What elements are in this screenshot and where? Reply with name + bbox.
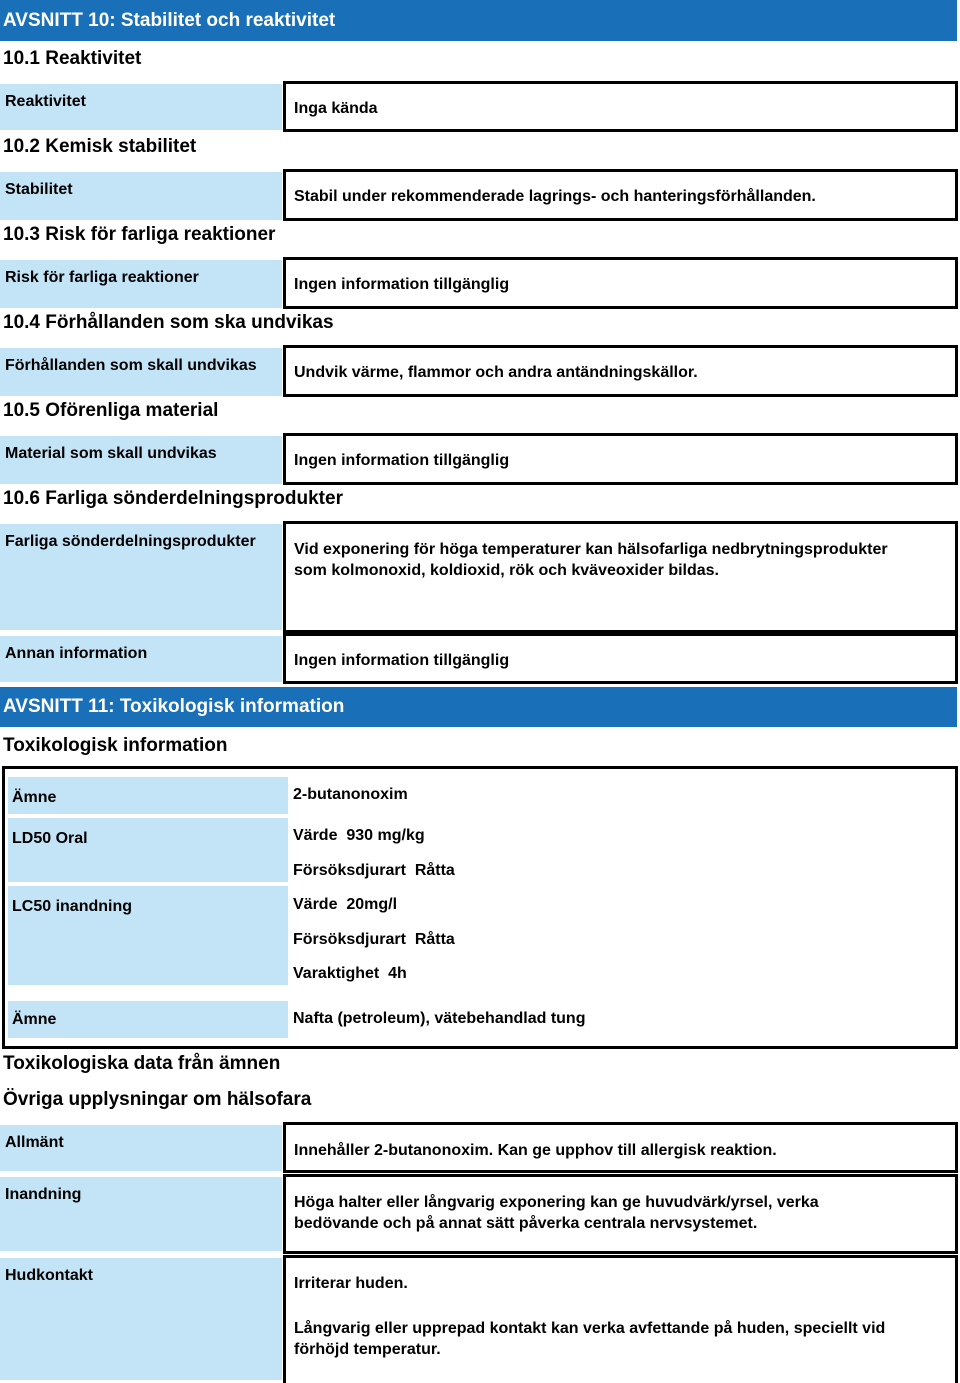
heading-10-2: 10.2 Kemisk stabilitet: [3, 136, 197, 157]
value-box-decomposition-products: [283, 521, 958, 633]
tox-info-heading: Toxikologisk information: [3, 735, 228, 756]
lc50-value-key: Värde: [293, 896, 338, 913]
value-substance-2: Nafta (petroleum), vätebehandlad tung: [293, 1010, 586, 1027]
label-decomposition-products: Farliga sönderdelningsprodukter: [0, 524, 282, 630]
value-general: Innehåller 2-butanonoxim. Kan ge upphov till allergisk reaktion.: [294, 1142, 777, 1159]
value-hazardous-reactions: Ingen information tillgänglig: [294, 276, 510, 293]
lc50-duration-row: [293, 963, 407, 984]
label-substance-2: Ämne: [8, 1001, 288, 1038]
value-decomposition-products-line2: som kolmonoxid, koldioxid, rök och kväveoxider bildas.: [294, 562, 719, 579]
label-stability: Stabilitet: [0, 172, 282, 220]
label-ld50-oral: LD50 Oral: [8, 818, 288, 882]
value-box-incompatible-materials: [283, 433, 958, 485]
value-box-reactivity: [283, 81, 958, 132]
label-substance-1: Ämne: [8, 777, 288, 814]
value-box-inhalation: [283, 1174, 958, 1254]
ld50-species-row: [293, 860, 455, 881]
value-skin-contact-1: Irriterar huden.: [294, 1275, 408, 1292]
value-substance-1: 2-butanonoxim: [293, 786, 408, 803]
label-conditions-to-avoid: Förhållanden som skall undvikas: [0, 348, 282, 396]
ld50-value: 930 mg/kg: [346, 827, 425, 844]
value-reactivity: Inga kända: [294, 100, 378, 117]
ld50-value-row: [293, 825, 425, 846]
heading-10-5: 10.5 Oförenliga material: [3, 400, 219, 421]
heading-10-4: 10.4 Förhållanden som ska undvikas: [3, 312, 334, 333]
section11-title: AVSNITT 11: Toxikologisk information: [3, 696, 345, 717]
value-box-stability: [283, 169, 958, 221]
value-skin-contact-2-line2: förhöjd temperatur.: [294, 1341, 441, 1358]
health-hazard-heading: Övriga upplysningar om hälsofara: [3, 1089, 312, 1110]
lc50-value: 20mg/l: [346, 896, 398, 913]
heading-10-6: 10.6 Farliga sönderdelningsprodukter: [3, 488, 343, 509]
value-box-conditions-to-avoid: [283, 345, 958, 397]
ld50-value-key: Värde: [293, 827, 338, 844]
label-lc50-inhalation: LC50 inandning: [8, 886, 288, 985]
label-reactivity: Reaktivitet: [0, 84, 282, 130]
ld50-species-key: Försöksdjurart: [293, 862, 406, 879]
label-inhalation: Inandning: [0, 1177, 282, 1251]
lc50-species: Råtta: [414, 931, 455, 948]
value-conditions-to-avoid: Undvik värme, flammor och andra antändningskällor.: [294, 364, 698, 381]
section11-header: [0, 687, 957, 727]
ld50-species: Råtta: [414, 862, 455, 879]
lc50-value-row: [293, 894, 397, 915]
lc50-species-key: Försöksdjurart: [293, 931, 406, 948]
section10-title: AVSNITT 10: Stabilitet och reaktivitet: [3, 9, 336, 31]
heading-10-1: 10.1 Reaktivitet: [3, 48, 142, 69]
value-inhalation-line1: Höga halter eller långvarig exponering kan ge huvudvärk/yrsel, verka: [294, 1194, 819, 1211]
lc50-duration: 4h: [388, 965, 407, 982]
lc50-duration-key: Varaktighet: [293, 965, 380, 982]
value-box-skin-contact: [283, 1255, 958, 1383]
label-hazardous-reactions: Risk för farliga reaktioner: [0, 260, 282, 308]
value-skin-contact-2-line1: Långvarig eller upprepad kontakt kan verka avfettande på huden, speciellt vid: [294, 1320, 886, 1337]
label-skin-contact: Hudkontakt: [0, 1258, 282, 1380]
label-other-information: Annan information: [0, 636, 282, 682]
value-other-information: Ingen information tillgänglig: [294, 652, 510, 669]
value-stability: Stabil under rekommenderade lagrings- och hanteringsförhållanden.: [294, 188, 816, 205]
value-decomposition-products-line1: Vid exponering för höga temperaturer kan hälsofarliga nedbrytningsprodukter: [294, 541, 888, 558]
value-box-hazardous-reactions: [283, 257, 958, 309]
tox-data-heading: Toxikologiska data från ämnen: [3, 1053, 281, 1074]
value-box-other-information: [283, 633, 958, 684]
label-general: Allmänt: [0, 1125, 282, 1171]
heading-10-3: 10.3 Risk för farliga reaktioner: [3, 224, 276, 245]
value-incompatible-materials: Ingen information tillgänglig: [294, 452, 510, 469]
label-incompatible-materials: Material som skall undvikas: [0, 436, 282, 484]
value-box-general: [283, 1122, 958, 1173]
section10-header: [0, 0, 957, 41]
lc50-species-row: [293, 929, 455, 950]
value-inhalation-line2: bedövande och på annat sätt påverka centrala nervsystemet.: [294, 1215, 758, 1232]
